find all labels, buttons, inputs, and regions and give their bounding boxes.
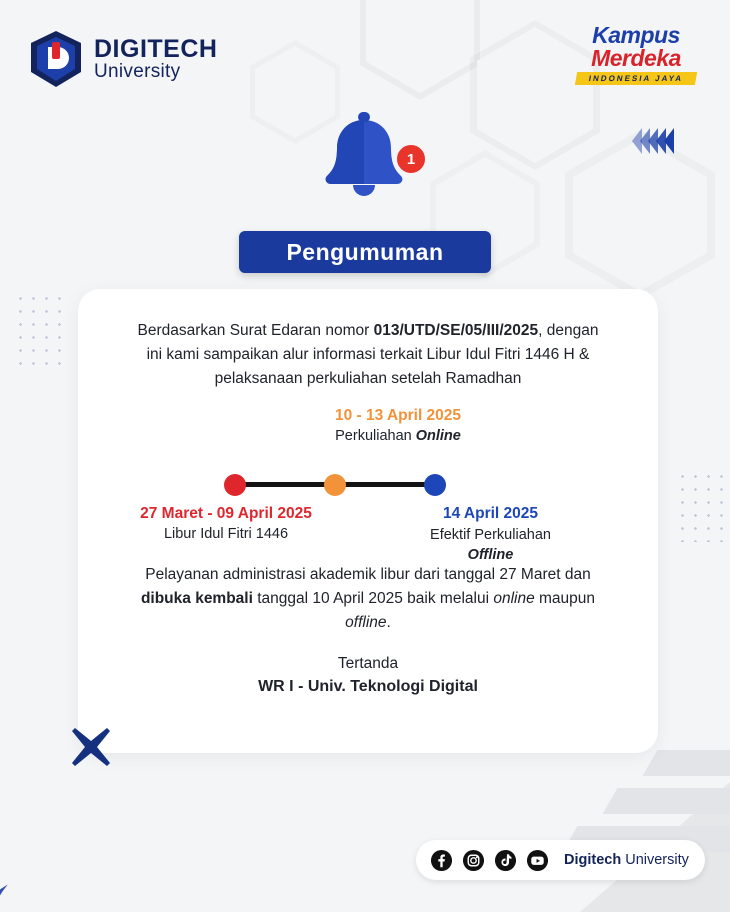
timeline-offline-date: 14 April 2025 [442,505,539,523]
service-bold: dibuka kembali [140,590,253,608]
youtube-icon[interactable] [526,849,549,872]
timeline-holiday-desc: Libur Idul Fitri 1446 [163,526,289,543]
footer-brand-bold: Digitech [564,852,622,868]
banner-title: Pengumuman [286,238,444,265]
announcement-card [78,289,658,753]
service-italic-online: online [493,590,535,608]
timeline-online-desc [278,428,518,444]
intro-part-2: , dengan ini kami sampaikan alur informasi terkait Libur Idul Fitri 1446 H & pelaksanaan perkuliahan setelah Ramadhan [146,322,599,388]
service-part-3: maupun [534,590,596,608]
signature-label: Tertanda [337,655,399,673]
dot-grid-decoration [676,470,728,542]
kampus-merdeka-line-2: Merdeka [591,44,681,71]
timeline [128,407,608,577]
service-part-2: tanggal 10 April 2025 baik melalui [252,590,494,608]
ribbon-decoration [602,788,730,814]
signature-name: WR I - Univ. Teknologi Digital [258,678,478,696]
timeline-online-desc-emph: Online [415,428,461,445]
timeline-item-offline [373,505,608,565]
intro-part-1: Berdasarkan Surat Edaran nomor [137,322,374,339]
timeline-offline-desc-emph: Offline [467,546,514,563]
timeline-offline-desc-prefix: Efektif Perkuliahan [430,527,551,544]
kampus-merdeka-line-1: Kampus [592,22,680,48]
circular-number: 013/UTD/SE/05/III/2025 [373,322,539,339]
intro-paragraph [128,319,608,391]
digitech-logo [30,30,217,88]
digitech-logo-text [94,34,218,83]
footer-brand [564,852,689,868]
facebook-icon[interactable] [430,849,453,872]
tiktok-icon[interactable] [494,849,517,872]
logo-line-1: DIGITECH [94,34,218,63]
timeline-item-holiday [86,505,366,542]
signature-block [128,655,608,696]
digitech-shield-icon [30,30,82,88]
timeline-holiday-date: 27 Maret - 09 April 2025 [140,505,312,523]
chevron-left-icon [656,128,666,154]
circle-decoration-mask [0,850,176,912]
timeline-dot-online [324,474,346,496]
footer-brand-light: University [621,852,689,868]
social-footer [416,840,705,880]
announcement-banner [239,231,491,273]
timeline-online-date: 10 - 13 April 2025 [334,407,462,425]
x-decoration [70,726,112,768]
x-icon [70,726,112,768]
timeline-offline-desc [373,526,608,565]
service-part-4: . [386,614,391,632]
timeline-dot-offline [424,474,446,496]
timeline-dot-holiday [224,474,246,496]
instagram-icon[interactable] [462,849,485,872]
logo-line-2: University [94,61,181,83]
kampus-merdeka-logo [576,24,696,85]
ribbon-decoration [642,750,730,776]
notification-bell [312,112,422,207]
dot-grid-decoration [14,292,70,374]
hex-decoration-inner [366,0,474,93]
service-part-1: Pelayanan administrasi akademik libur dari tanggal 27 Maret dan [145,566,591,584]
badge-count: 1 [394,142,428,176]
service-italic-offline: offline [345,614,387,632]
chevron-decoration [634,128,674,154]
kampus-merdeka-tagline: INDONESIA JAYA [575,72,697,85]
timeline-item-online [278,407,518,444]
timeline-online-desc-prefix: Perkuliahan [335,428,416,445]
